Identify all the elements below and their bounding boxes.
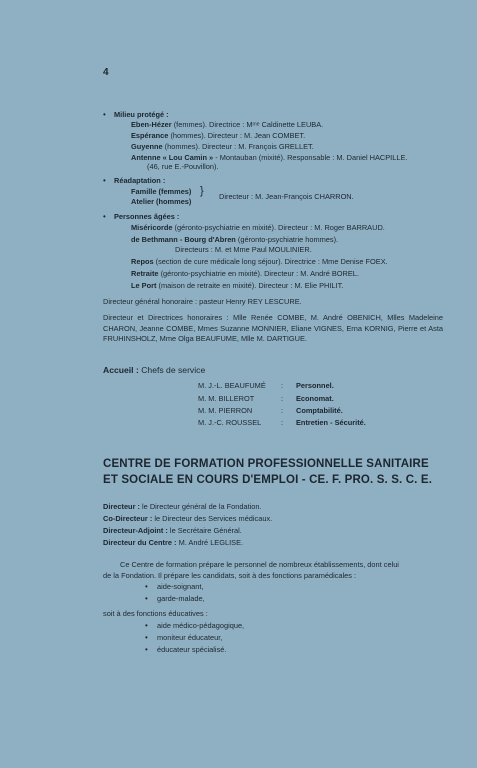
bullet-icon: •: [145, 645, 148, 654]
list-item: Espérance (hommes). Directeur : M. Jean COMBET.: [131, 131, 306, 140]
brace-icon: }: [200, 185, 204, 197]
list-item: aide médico-pédagogique,: [157, 621, 245, 630]
director-line: Co-Directeur : le Directeur des Services médicaux.: [103, 514, 273, 523]
paragraph-line: soit à des fonctions éducatives :: [103, 609, 208, 618]
staff-role: Entretien - Sécurité.: [296, 418, 366, 427]
list-item: aide-soignant,: [157, 582, 204, 591]
staff-role: Economat.: [296, 394, 334, 403]
list-item: Repos (section de cure médicale long séjour). Directrice : Mme Denise FOEX.: [131, 257, 388, 266]
honorary-directors-paragraph: Directeur et Directrices honoraires : Mlle Renée COMBE, M. André OBENICH, Mlles Madeleine CHARON, Jeanne COMBE, Mmes Suzanne MONNIER, Eliane VIGNES, Erna KORNIG, Pierre et Asta FRUHINSHOLZ, Mme Olga BEAUFUME, Mlle M. DARTIGUE.: [103, 313, 443, 343]
paragraph-line: de la Fondation. Il prépare les candidats, soit à des fonctions paramédicales :: [103, 571, 357, 580]
separator: :: [281, 394, 284, 403]
list-item: Guyenne (hommes). Directeur : M. François GRELLET.: [131, 142, 314, 151]
staff-name: M. J.-C. ROUSSEL: [198, 418, 262, 427]
list-item: Retraite (géronto-psychiatrie en mixité). Directeur : M. André BOREL.: [131, 269, 359, 278]
section-title: ET SOCIALE EN COURS D'EMPLOI - CE. F. PRO. S. S. C. E.: [103, 474, 433, 486]
list-item: Famille (femmes): [131, 187, 192, 196]
staff-name: M. M. PIERRON: [198, 406, 253, 415]
section-title: CENTRE DE FORMATION PROFESSIONNELLE SANITAIRE: [103, 458, 429, 470]
bullet-icon: •: [103, 212, 106, 221]
director-line: Directeur-Adjoint : le Secrétaire Général.: [103, 526, 242, 535]
bullet-icon: •: [145, 582, 148, 591]
bullet-icon: •: [103, 110, 106, 119]
bullet-icon: •: [145, 621, 148, 630]
list-item: Antenne « Lou Camin » - Montauban (mixité). Responsable : M. Daniel HACPILLE.: [131, 153, 408, 162]
bullet-icon: •: [103, 176, 106, 185]
list-item: Atelier (hommes): [131, 197, 192, 206]
list-item: garde-malade,: [157, 594, 205, 603]
bullet-icon: •: [145, 633, 148, 642]
separator: :: [281, 418, 284, 427]
section-heading-personnes: Personnes âgées :: [114, 212, 180, 221]
staff-name: M. M. BILLEROT: [198, 394, 255, 403]
page-number: 4: [103, 67, 109, 78]
bullet-icon: •: [145, 594, 148, 603]
paragraph-line: Ce Centre de formation prépare le personnel de nombreux établissements, dont celui: [120, 560, 399, 569]
list-item: Miséricorde (géronto-psychiatrie en mixité). Directeur : M. Roger BARRAUD.: [131, 223, 385, 232]
staff-role: Personnel.: [296, 381, 334, 390]
separator: :: [281, 406, 284, 415]
list-item: Le Port (maison de retraite en mixité). Directeur : M. Elie PHILIT.: [131, 281, 344, 290]
separator: :: [281, 381, 284, 390]
director-line: Directeur : le Directeur général de la Fondation.: [103, 502, 262, 511]
section-heading-readaptation: Réadaptation :: [114, 176, 166, 185]
honorary-director-line: Directeur général honoraire : pasteur Henry REY LESCURE.: [103, 297, 302, 306]
director-line: Directeur du Centre : M. André LEGLISE.: [103, 538, 244, 547]
list-item: éducateur spécialisé.: [157, 645, 227, 654]
address-line: (46, rue E.-Pouvillon).: [147, 162, 219, 171]
staff-role: Comptabilité.: [296, 406, 343, 415]
list-item: moniteur éducateur,: [157, 633, 223, 642]
section-heading-milieu: Milieu protégé :: [114, 110, 169, 119]
director-line: Directeurs : M. et Mme Paul MOULINIER.: [175, 245, 312, 254]
list-item: Eben-Hézer (femmes). Directrice : Mᵐᵉ Caldinette LEUBA.: [131, 120, 324, 129]
list-item: de Bethmann - Bourg d'Abren (géronto-psychiatrie hommes).: [131, 235, 339, 244]
accueil-heading: Accueil : Chefs de service: [103, 365, 206, 375]
director-line: Directeur : M. Jean-François CHARRON.: [219, 192, 354, 201]
staff-name: M. J.-L. BEAUFUMÉ: [198, 381, 266, 390]
